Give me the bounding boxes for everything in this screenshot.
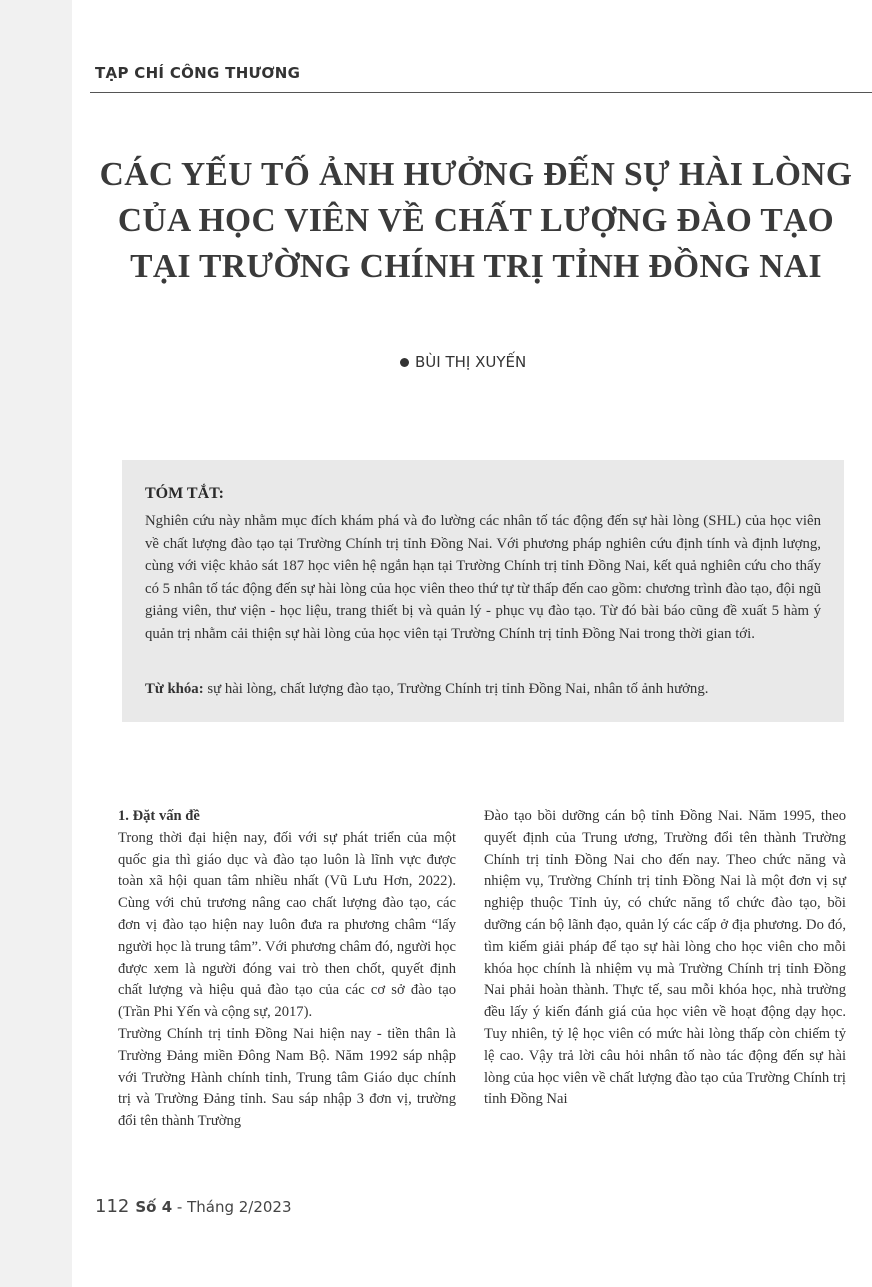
bullet-icon [400, 358, 409, 367]
issue-date: - Tháng 2/2023 [172, 1198, 292, 1216]
paragraph-1: Trong thời đại hiện nay, đối với sự phát triển của một quốc gia thì giáo dục và đào tạo luôn là lĩnh vực được toàn xã hội quan tâm nhiều nhất (Vũ Lưu Hơn, 2022). Cùng với chủ trương nâng cao chất lượng đào tạo, các đơn vị đào tạo hiện nay luôn đưa ra phương châm “lấy người học là trung tâm”. Với phương châm đó, người học được xem là người đóng vai trò then chốt, quyết định chất lượng và hiệu quả đào tạo của các cơ sở đào tạo (Trần Phi Yến và cộng sự, 2017). [118, 829, 456, 1021]
title-line-1: CÁC YẾU TỐ ẢNH HƯỞNG ĐẾN SỰ HÀI LÒNG [99, 156, 853, 193]
page-footer [95, 1196, 292, 1217]
author-name: BÙI THỊ XUYẾN [415, 353, 527, 371]
title-line-2: CỦA HỌC VIÊN VỀ CHẤT LƯỢNG ĐÀO TẠO [117, 202, 835, 239]
abstract-body [145, 510, 821, 646]
issue-label: Số 4 [135, 1198, 173, 1216]
journal-name: TẠP CHÍ CÔNG THƯƠNG [95, 64, 301, 82]
paragraph-2: Trường Chính trị tỉnh Đồng Nai hiện nay - tiền thân là Trường Đảng miền Đông Nam Bộ. Năm 1992 sáp nhập với Trường Hành chính tỉnh, Trung tâm Giáo dục chính trị và Trường Đảng tỉnh. Sau sáp nhập 3 đơn vị, trường đổi tên thành Trường [118, 1025, 456, 1130]
column-right [484, 806, 846, 1111]
article-title [80, 152, 872, 290]
column-left [118, 806, 456, 1133]
keywords-label: Từ khóa: [145, 681, 204, 697]
paragraph-3: Đào tạo bồi dưỡng cán bộ tỉnh Đồng Nai. Năm 1995, theo quyết định của Trung ương, Trường đổi tên thành Trường Chính trị tỉnh Đồng Nai cho đến nay. Theo chức năng và nhiệm vụ, Trường Chính trị tỉnh Đồng Nai là một đơn vị sự nghiệp thuộc Tỉnh ủy, có chức năng tổ chức đào tạo, bồi dưỡng cán bộ lãnh đạo, quản lý các cấp ở địa phương. Do đó, tìm kiếm giải pháp để tạo sự hài lòng cho học viên cho mỗi khóa học chính là nhiệm vụ mà Trường Chính trị tỉnh Đồng Nai phải hoàn thành. Thực tế, sau mỗi khóa học, nhà trường đều lấy ý kiến đánh giá của học viên về hoạt động dạy học. Tuy nhiên, tỷ lệ học viên có mức hài lòng thấp còn chiếm tỷ lệ cao. Vậy trả lời câu hỏi nhân tố nào tác động đến sự hài lòng của học viên về chất lượng đào tạo của Trường Chính trị tỉnh Đồng Nai [484, 808, 846, 1108]
header-rule [90, 92, 872, 93]
author-line [400, 353, 526, 371]
issue-info [135, 1198, 291, 1216]
abstract-heading: TÓM TẮT: [145, 485, 224, 502]
keywords [145, 681, 835, 698]
section-heading: 1. Đặt vấn đề [118, 808, 200, 824]
title-line-3: TẠI TRƯỜNG CHÍNH TRỊ TỈNH ĐỒNG NAI [130, 248, 822, 285]
abstract-text: Nghiên cứu này nhằm mục đích khám phá và đo lường các nhân tố tác động đến sự hài lòng (SHL) của học viên về chất lượng đào tạo tại Trường Chính trị tỉnh Đồng Nai. Với phương pháp nghiên cứu định tính và định lượng, cùng với việc khảo sát 187 học viên hệ ngắn hạn tại Trường Chính trị tỉnh Đồng Nai, kết quả nghiên cứu cho thấy có 5 nhân tố tác động đến sự hài lòng của học viên theo thứ tự từ thấp đến cao gồm: chương trình đào tạo, đội ngũ giảng viên, thư viện - học liệu, trang thiết bị và quản lý - phục vụ đào tạo. Từ đó bài báo cũng đề xuất 5 hàm ý quản trị nhằm cải thiện sự hài lòng của học viên tại Trường Chính trị tỉnh Đồng Nai trong thời gian tới. [145, 513, 821, 642]
keywords-text: sự hài lòng, chất lượng đào tạo, Trường Chính trị tỉnh Đồng Nai, nhân tố ảnh hưởng. [203, 681, 709, 697]
page-margin-strip [0, 0, 72, 1287]
page-number: 112 [95, 1196, 130, 1217]
